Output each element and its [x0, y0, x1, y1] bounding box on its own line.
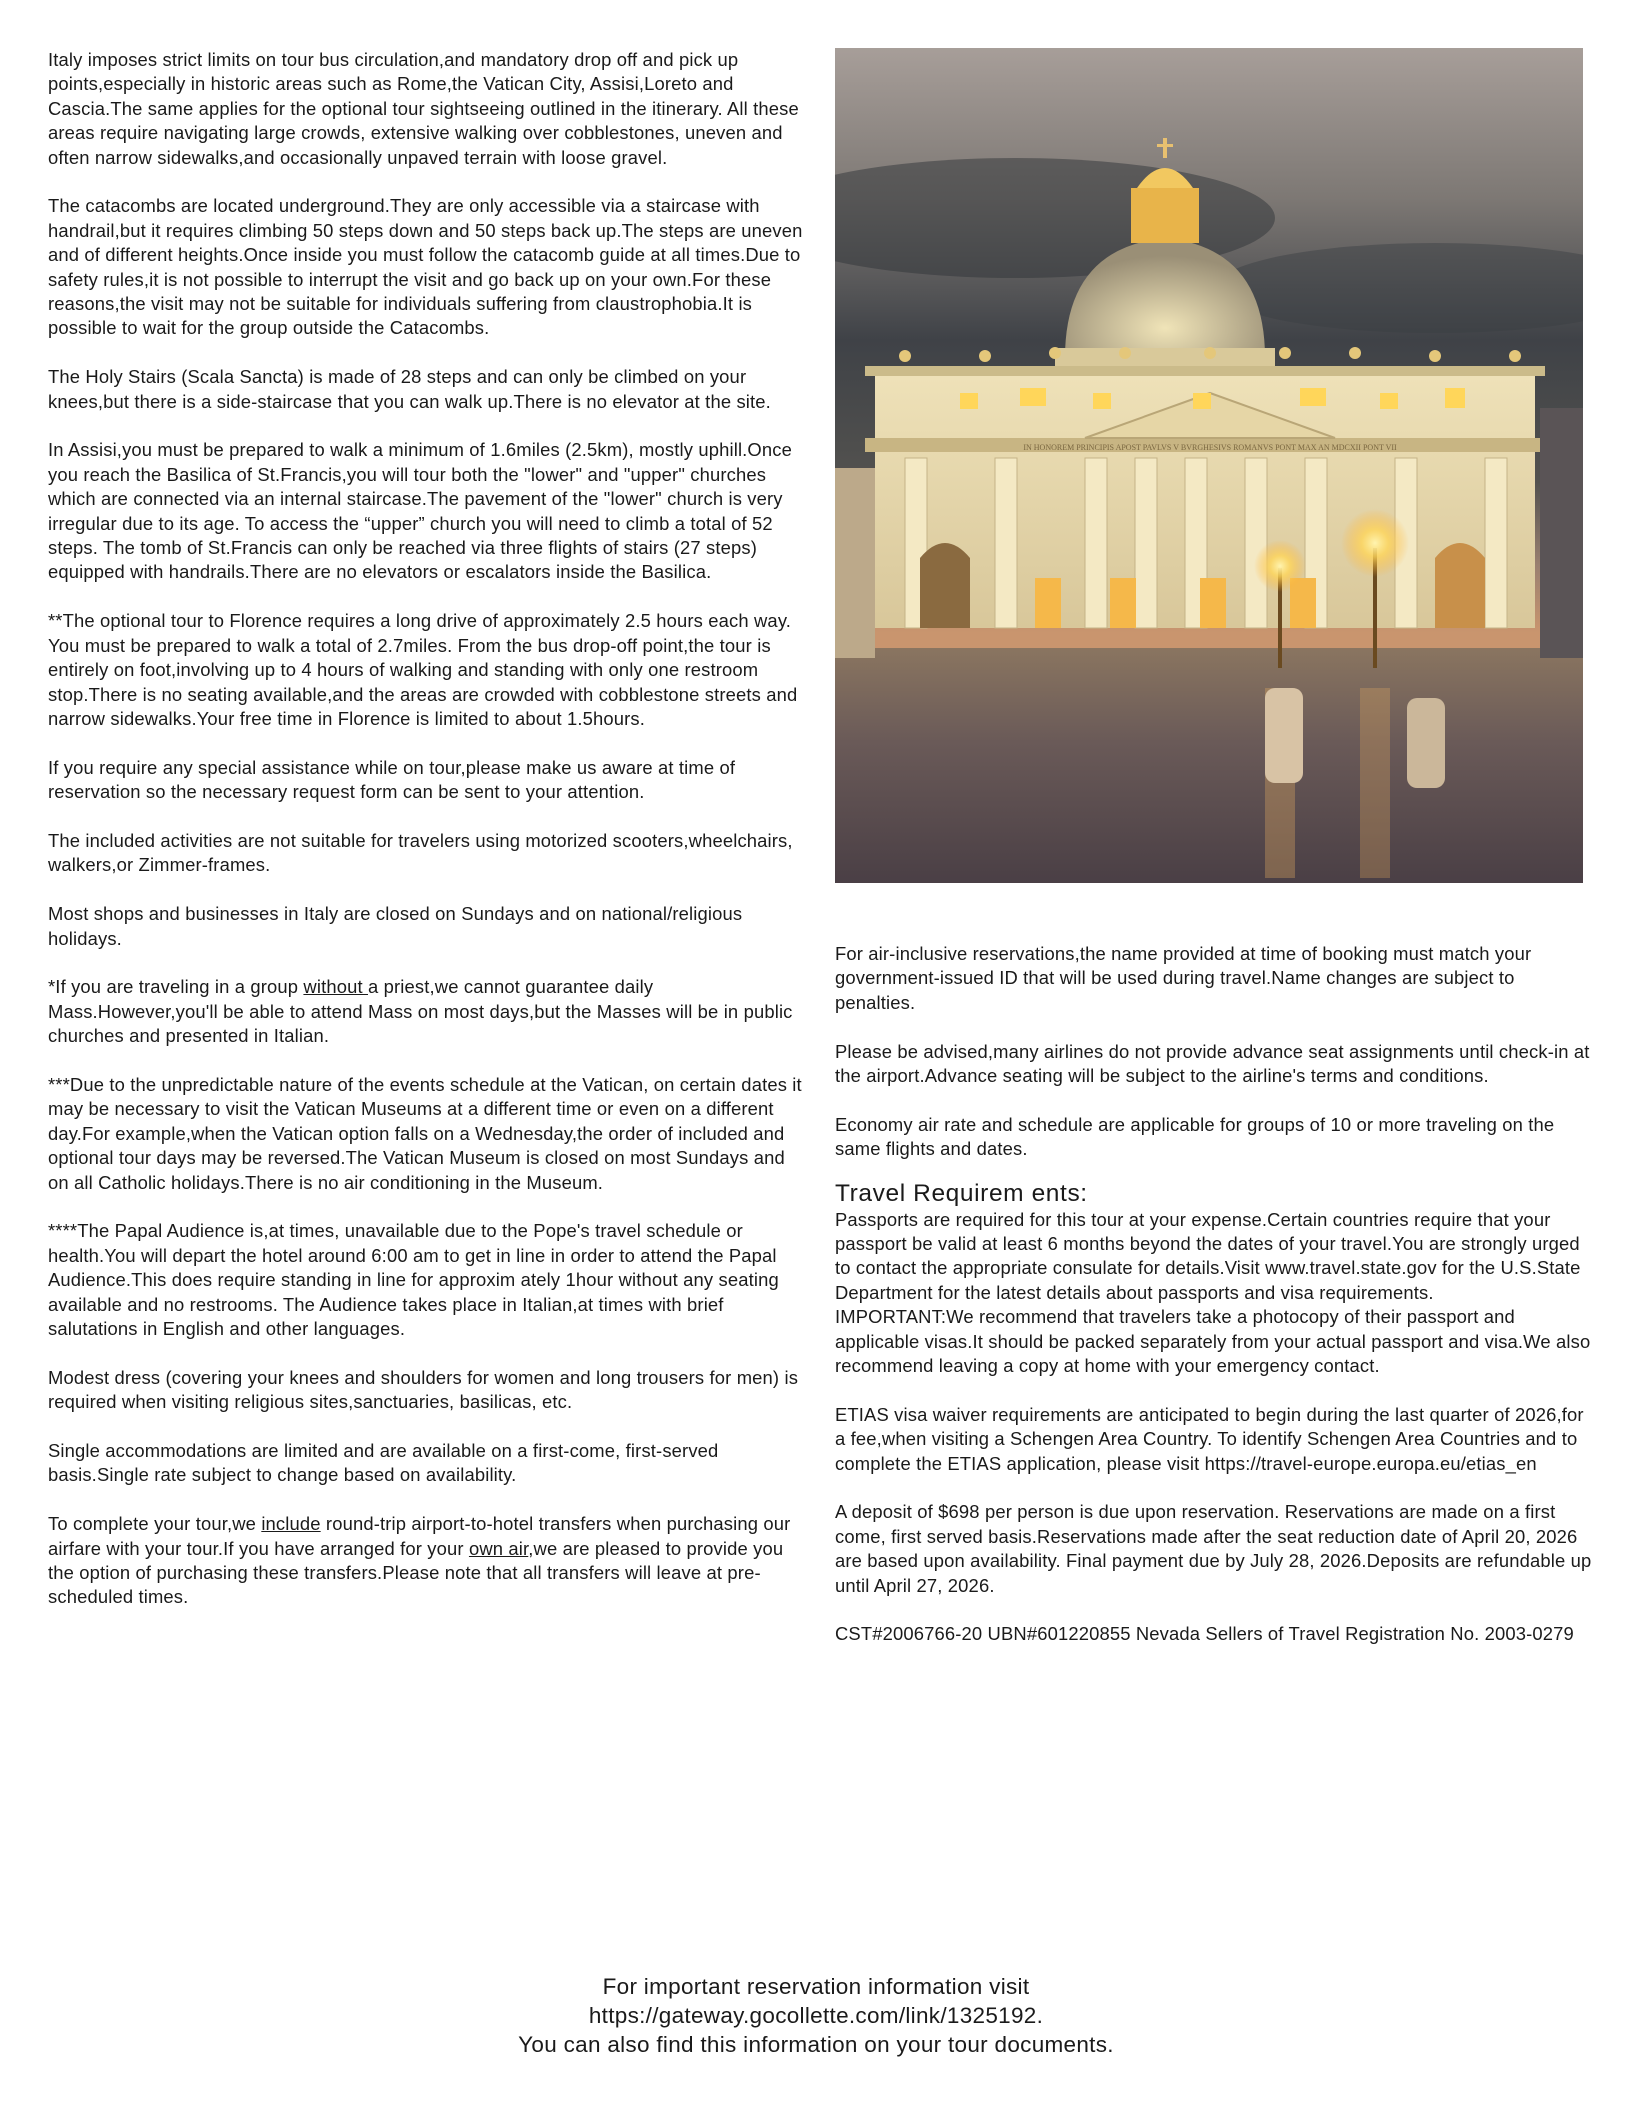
footer-line-1: For important reservation information visit: [602, 1974, 1030, 1999]
economy-air-paragraph: Economy air rate and schedule are applicable for groups of 10 or more traveling on the same flights and dates.: [835, 1113, 1555, 1160]
footer-line-3: You can also find this information on your tour documents.: [518, 2032, 1114, 2057]
transfers-underline-own-air: own air: [468, 1537, 529, 1559]
holy-stairs-paragraph: The Holy Stairs (Scala Sancta) is made of 28 steps and can only be climbed on your knees,but there is a side-staircase that you can walk up.There is no elevator at the site.: [48, 366, 771, 412]
deposit-paragraph: A deposit of $698 per person is due upon reservation. Reservations are made on a first come, first served basis.Reservations made after the seat reduction date of April 20, 2026 are based upon availability. Final payment due by July 28, 2026.Deposits are refundable up until April 27, 2026.: [835, 1501, 1592, 1596]
air-inclusive-paragraph: For air-inclusive reservations,the name provided at time of booking must match your government-issued ID that will be used during travel.Name changes are subject to penalties.: [835, 943, 1532, 1013]
mass-text-post: a priest,we cannot guarantee daily Mass.However,you'll be able to attend Mass on most days,but the Masses will be in public churches and presented in Italian.: [48, 976, 793, 1047]
bus-restrictions-paragraph: Italy imposes strict limits on tour bus circulation,and mandatory drop off and pick up points,especially in historic areas such as Rome,the Vatican City, Assisi,Loreto and Cascia.The same applies for the optional tour sightseeing outlined in the itinerary. All these areas require navigating large crowds, extensive walking over cobblestones, uneven and often narrow sidewalks,and occasionally unpaved terrain with loose gravel.: [48, 49, 799, 168]
svg-text:IN HONOREM PRINCIPIS APOST PAV: IN HONOREM PRINCIPIS APOST PAVLVS V BVRGHESIVS ROMANVS PONT MAX AN MDCXII PONT VII: [1023, 443, 1397, 452]
passports-paragraph: Passports are required for this tour at your expense.Certain countries require that your passport be valid at least 6 months beyond the dates of your travel.You are strongly urged to contact the appropriate consulate for details.Visit www.travel.state.gov for the U.S.State Department for the latest details about passports and visa requirements.: [835, 1208, 1581, 1303]
transfers-underline-include: include: [261, 1513, 321, 1535]
st-peters-basilica-photo: [835, 48, 1583, 883]
mass-text-pre: *If you are traveling in a group: [48, 976, 304, 998]
travel-requirements-heading: Travel Requirem ents:: [835, 1179, 1088, 1207]
etias-paragraph: ETIAS visa waiver requirements are anticipated to begin during the last quarter of 2026,for a fee,when visiting a Schengen Area Country. To identify Schengen Area Countries and to complete the ETIAS application, please visit https://travel-europe.europa.eu/etias_en: [835, 1403, 1584, 1474]
registration-paragraph: CST#2006766-20 UBN#601220855 Nevada Sellers of Travel Registration No. 2003-0279: [835, 1623, 1574, 1645]
footer-reservation-link[interactable]: https://gateway.gocollette.com/link/1325192.: [588, 2003, 1044, 2028]
papal-audience-paragraph: ****The Papal Audience is,at times, unavailable due to the Pope's travel schedule or health.You will depart the hotel around 6:00 am to get in line in order to attend the Papal Audience.This does require standing in line for approxim ately 1hour without any seating available and no restrooms. The Audience takes place in Italian,at times with brief salutations in English and other languages.: [48, 1220, 779, 1339]
basilica-illustration: [835, 48, 1583, 883]
vatican-schedule-paragraph: ***Due to the unpredictable nature of the events schedule at the Vatican, on certain dates it may be necessary to visit the Vatican Museums at a different time or even on a different day.For example,when the Vatican option falls on a Wednesday,the order of included and optional tour days may be reversed.The Vatican Museum is closed on most Sundays and on all Catholic holidays.There is no air conditioning in the Museum.: [48, 1073, 802, 1193]
mobility-aids-paragraph: The included activities are not suitable for travelers using motorized scooters,wheelchairs, walkers,or Zimmer-frames.: [48, 829, 793, 876]
transfers-text-post: ,we are pleased to provide you the option of purchasing these transfers.Please note that all transfers will leave at pre-scheduled times.: [48, 1537, 784, 1608]
special-assistance-paragraph: If you require any special assistance while on tour,please make us aware at time of reservation so the necessary request form can be sent to your attention.: [48, 756, 736, 803]
travel-requirements-block: [835, 1208, 1595, 1379]
important-photocopy-paragraph: IMPORTANT:We recommend that travelers take a photocopy of their passport and applicable visas.It should be packed separately from your actual passport and visa.We also recommend leaving a copy at home with your emergency contact.: [835, 1306, 1591, 1377]
transfers-text-pre: To complete your tour,we: [48, 1513, 262, 1535]
left-column: [48, 48, 808, 1634]
seat-assignments-paragraph: Please be advised,many airlines do not provide advance seat assignments until check-in at the airport.Advance seating will be subject to the airline's terms and conditions.: [835, 1040, 1590, 1087]
assisi-paragraph: In Assisi,you must be prepared to walk a minimum of 1.6miles (2.5km), mostly uphill.Once you reach the Basilica of St.Francis,you will tour both the "lower" and "upper" churches which are connected via an internal staircase.The pavement of the "lower" church is very irregular due to its age. To access the “upper” church you will need to climb a total of 52 steps. The tomb of St.Francis can only be reached via three flights of stairs (27 steps) equipped with handrails.There are no elevators or escalators inside the Basilica.: [48, 439, 792, 583]
single-accommodations-paragraph: Single accommodations are limited and are available on a first-come, first-served basis.Single rate subject to change based on availability.: [48, 1439, 719, 1486]
transfers-paragraph: [48, 1512, 808, 1610]
right-column: [835, 942, 1595, 1671]
footer-notice: [0, 1972, 1632, 2059]
transfers-text-mid: round-trip airport-to-hotel transfers when purchasing our airfare with your tour.If you have arranged for your: [48, 1513, 791, 1559]
florence-paragraph: **The optional tour to Florence requires a long drive of approximately 2.5 hours each way. You must be prepared to walk a total of 2.7miles. From the bus drop-off point,the tour is entirely on foot,involving up to 4 hours of walking and standing with only one restroom stop.There is no seating available,and the areas are crowded with cobblestone streets and narrow sidewalks.Your free time in Florence is limited to about 1.5hours.: [48, 610, 798, 729]
catacombs-paragraph: The catacombs are located underground.They are only accessible via a staircase with handrail,but it requires climbing 50 steps down and 50 steps back up.The steps are uneven and of different heights.Once inside you must follow the catacomb guide at all times.Due to safety rules,it is not possible to interrupt the visit and go back up on your own.For these reasons,the visit may not be suitable for individuals suffering from claustrophobia.It is possible to wait for the group outside the Catacombs.: [48, 195, 803, 339]
mass-underline-without: without: [303, 976, 369, 998]
mass-paragraph: [48, 975, 808, 1048]
modest-dress-paragraph: Modest dress (covering your knees and shoulders for women and long trousers for men) is required when visiting religious sites,sanctuaries, basilicas, etc.: [48, 1366, 799, 1413]
sundays-paragraph: Most shops and businesses in Italy are closed on Sundays and on national/religious holidays.: [48, 903, 743, 949]
